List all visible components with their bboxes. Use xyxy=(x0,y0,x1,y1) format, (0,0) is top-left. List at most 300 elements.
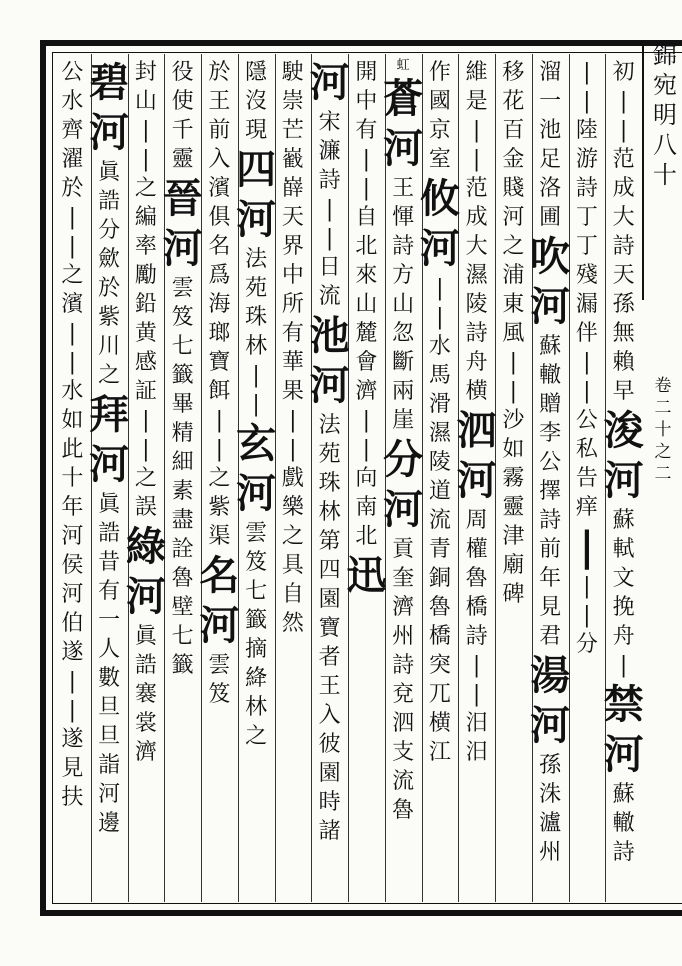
glyph: 明 xyxy=(653,101,677,129)
glyph: 七 xyxy=(245,579,268,604)
glyph: 率 xyxy=(134,234,157,259)
glyph: 靈 xyxy=(171,147,194,172)
glyph: 入 xyxy=(318,703,341,728)
glyph: 陵 xyxy=(465,292,488,317)
glyph: 鉛 xyxy=(134,292,157,317)
glyph: 河 xyxy=(456,457,497,504)
glyph: 卷 xyxy=(654,376,672,396)
glyph: | xyxy=(509,350,518,375)
entry-text xyxy=(135,622,157,767)
glyph: 中 xyxy=(281,263,304,288)
glyph: 餌 xyxy=(208,379,231,404)
glyph: 王 xyxy=(208,89,231,114)
glyph: 青 xyxy=(428,537,451,562)
glyph: 津 xyxy=(502,524,525,549)
glyph: 千 xyxy=(171,118,194,143)
entry-text xyxy=(98,490,120,838)
entry-heading xyxy=(310,58,350,108)
glyph: 蘇 xyxy=(612,508,635,533)
glyph: 誥 xyxy=(98,521,121,546)
glyph: 山 xyxy=(392,292,415,317)
glyph: 人 xyxy=(98,637,121,662)
glyph: 滑 xyxy=(428,392,451,417)
glyph: | xyxy=(362,176,371,201)
glyph: 誥 xyxy=(98,189,121,214)
glyph: 遂 xyxy=(61,640,84,665)
glyph: 游 xyxy=(575,147,598,172)
glyph: 笈 xyxy=(171,305,194,330)
glyph: 時 xyxy=(318,790,341,815)
glyph: 大 xyxy=(612,205,635,230)
glyph: 孫 xyxy=(612,292,635,317)
entry-heading xyxy=(604,406,644,506)
glyph: 河 xyxy=(502,205,525,230)
glyph: 詩 xyxy=(318,168,341,193)
glyph: 舟 xyxy=(612,624,635,649)
glyph: 轍 xyxy=(539,363,562,388)
glyph: 界 xyxy=(281,234,304,259)
glyph: 河 xyxy=(530,283,571,330)
glyph: 州 xyxy=(539,840,562,865)
glyph: 伯 xyxy=(61,611,84,636)
glyph: 北 xyxy=(355,234,378,259)
glyph: 有 xyxy=(355,118,378,143)
glyph: 二 xyxy=(654,398,672,418)
text-column xyxy=(50,58,94,904)
glyph: 自 xyxy=(355,205,378,230)
glyph: 於 xyxy=(98,276,121,301)
glyph: 四 xyxy=(318,558,341,583)
glyph: 河 xyxy=(236,196,277,243)
folio-label xyxy=(650,375,676,525)
glyph: 感 xyxy=(134,350,157,375)
glyph: 魯 xyxy=(392,798,415,823)
entry-text xyxy=(576,58,598,406)
glyph: 有 xyxy=(281,321,304,346)
glyph: 入 xyxy=(208,147,231,172)
glyph: | xyxy=(472,118,481,143)
entry-heading xyxy=(236,145,276,245)
glyph: 河 xyxy=(419,225,460,272)
entry-text xyxy=(61,58,83,87)
glyph: 丁 xyxy=(575,205,598,230)
glyph: 具 xyxy=(281,553,304,578)
entry-text xyxy=(613,58,635,406)
glyph: 濟 xyxy=(392,595,415,620)
entry-text xyxy=(208,319,230,551)
glyph: 之 xyxy=(654,442,672,462)
glyph: 李 xyxy=(539,421,562,446)
glyph: 斷 xyxy=(392,350,415,375)
glyph: 華 xyxy=(281,350,304,375)
glyph: 林 xyxy=(245,695,268,720)
glyph: 是 xyxy=(465,89,488,114)
glyph: 黄 xyxy=(134,321,157,346)
glyph: | xyxy=(436,305,444,330)
entry-heading xyxy=(346,551,386,601)
glyph: 賴 xyxy=(612,350,635,375)
glyph: 綠 xyxy=(125,523,166,570)
glyph: 橋 xyxy=(428,624,451,649)
entry-heading xyxy=(163,174,203,274)
glyph: 八 xyxy=(653,131,677,159)
margin-title xyxy=(648,40,682,340)
glyph: 二 xyxy=(654,464,672,484)
glyph: 山 xyxy=(355,292,378,317)
glyph: | xyxy=(362,147,371,172)
glyph: 丁 xyxy=(575,234,598,259)
glyph: | xyxy=(68,350,77,375)
entry-text xyxy=(208,58,230,145)
glyph: 兗 xyxy=(392,682,415,707)
glyph: | xyxy=(289,437,297,462)
glyph: 有 xyxy=(98,579,121,604)
glyph: 珠 xyxy=(318,471,341,496)
glyph: 眞 xyxy=(98,160,121,185)
glyph: 芒 xyxy=(281,118,304,143)
entry-heading xyxy=(126,522,166,622)
glyph: 濯 xyxy=(61,147,84,172)
glyph: 玄 xyxy=(236,420,277,467)
glyph: 浚 xyxy=(603,407,644,454)
glyph: 戲 xyxy=(281,466,304,491)
glyph: 濕 xyxy=(465,263,488,288)
glyph: 風 xyxy=(502,321,525,346)
glyph: 北 xyxy=(355,524,378,549)
glyph: 王 xyxy=(318,674,341,699)
glyph: 見 xyxy=(61,756,84,781)
entry-heading xyxy=(236,419,276,519)
glyph: 權 xyxy=(465,537,488,562)
glyph: 河 xyxy=(61,524,84,549)
entry-text xyxy=(392,535,414,825)
glyph: 役 xyxy=(171,60,194,85)
glyph: 道 xyxy=(428,479,451,504)
glyph: 分 xyxy=(383,436,424,483)
glyph: 如 xyxy=(502,437,525,462)
glyph: 移 xyxy=(502,60,525,85)
glyph: 年 xyxy=(539,566,562,591)
glyph: | xyxy=(142,437,150,462)
glyph: 詩 xyxy=(392,653,415,678)
glyph: 封 xyxy=(134,60,157,85)
glyph: 裳 xyxy=(134,711,157,736)
glyph: 一 xyxy=(98,608,121,633)
glyph: 苑 xyxy=(245,276,268,301)
glyph: 沙 xyxy=(502,408,525,433)
entry-text xyxy=(319,411,341,846)
glyph: 河 xyxy=(309,362,350,409)
glyph: 文 xyxy=(612,566,635,591)
entry-heading xyxy=(604,680,644,780)
glyph: 山 xyxy=(134,89,157,114)
glyph: 挽 xyxy=(612,595,635,620)
glyph: 洙 xyxy=(539,782,562,807)
glyph: 宛 xyxy=(653,71,677,99)
glyph: 漏 xyxy=(575,292,598,317)
glyph: | xyxy=(68,234,77,259)
glyph: 瑯 xyxy=(208,321,231,346)
glyph: | xyxy=(619,118,628,143)
entry-text xyxy=(61,319,83,667)
glyph: 第 xyxy=(318,529,341,554)
glyph: 苑 xyxy=(318,442,341,467)
glyph: 詩 xyxy=(612,840,635,865)
glyph: 之 xyxy=(208,466,231,491)
glyph: 雲 xyxy=(208,653,231,678)
glyph: 碑 xyxy=(502,582,525,607)
glyph: 籤 xyxy=(171,363,194,388)
glyph: 吹 xyxy=(530,233,571,280)
glyph: 河 xyxy=(89,441,130,488)
glyph: 溜 xyxy=(539,60,562,85)
glyph: 日 xyxy=(318,255,341,280)
glyph: 河 xyxy=(236,470,277,517)
entry-text xyxy=(172,622,194,680)
glyph: 之 xyxy=(134,176,157,201)
glyph: 奎 xyxy=(392,566,415,591)
glyph: | xyxy=(583,603,591,628)
glyph: 分 xyxy=(98,218,121,243)
glyph: 流 xyxy=(392,769,415,794)
glyph: | xyxy=(583,60,591,85)
glyph: 陵 xyxy=(428,450,451,475)
entry-text xyxy=(576,406,598,522)
glyph: 花 xyxy=(502,89,525,114)
glyph: 現 xyxy=(245,118,268,143)
glyph: 河 xyxy=(89,109,130,156)
glyph: 惲 xyxy=(392,205,415,230)
glyph: 所 xyxy=(281,292,304,317)
glyph: 南 xyxy=(355,495,378,520)
entry-text xyxy=(355,290,377,551)
entry-text xyxy=(172,274,194,622)
glyph: | xyxy=(215,437,224,462)
glyph: 詩 xyxy=(575,176,598,201)
glyph: 天 xyxy=(281,205,304,230)
glyph: 詩 xyxy=(612,234,635,259)
glyph: 池 xyxy=(539,118,562,143)
entry-text xyxy=(502,493,524,609)
entry-heading xyxy=(383,74,423,174)
glyph: 歛 xyxy=(98,247,121,272)
glyph: 大 xyxy=(465,234,488,259)
glyph: 貢 xyxy=(392,537,415,562)
glyph: 絳 xyxy=(245,666,268,691)
glyph: 中 xyxy=(355,89,378,114)
glyph: 横 xyxy=(428,711,451,736)
glyph: 詣 xyxy=(98,753,121,778)
glyph: | xyxy=(68,698,77,723)
glyph: 錦 xyxy=(653,41,677,69)
glyph: 河 xyxy=(309,59,350,106)
glyph: 侯 xyxy=(61,553,84,578)
entry-text xyxy=(245,245,267,419)
glyph: 沒 xyxy=(245,89,268,114)
glyph: 旦 xyxy=(98,695,121,720)
entry-text xyxy=(502,203,524,493)
entry-text xyxy=(502,58,524,203)
glyph: | xyxy=(252,392,260,417)
glyph: 詩 xyxy=(539,508,562,533)
glyph: 舟 xyxy=(465,350,488,375)
entry-text xyxy=(245,519,267,751)
glyph: 川 xyxy=(98,334,121,359)
glyph: 泗 xyxy=(392,711,415,736)
glyph: 精 xyxy=(171,421,194,446)
glyph: 公 xyxy=(575,408,598,433)
glyph: | xyxy=(619,89,628,114)
entry-text xyxy=(61,87,83,319)
glyph: 孫 xyxy=(539,753,562,778)
glyph: 浦 xyxy=(502,263,525,288)
glyph: 湯 xyxy=(530,652,571,699)
glyph: | xyxy=(325,197,334,222)
entry-text xyxy=(397,58,410,74)
glyph: | xyxy=(472,147,481,172)
glyph: 金 xyxy=(502,147,525,172)
glyph: 之 xyxy=(281,524,304,549)
glyph: 素 xyxy=(171,479,194,504)
glyph: 向 xyxy=(355,466,378,491)
glyph: 軾 xyxy=(612,537,635,562)
glyph: 無 xyxy=(612,321,635,346)
glyph: 眞 xyxy=(98,492,121,517)
glyph: 開 xyxy=(355,60,378,85)
glyph: 邊 xyxy=(98,811,121,836)
glyph: 寶 xyxy=(208,350,231,375)
glyph: 池 xyxy=(309,312,350,359)
glyph: 拜 xyxy=(89,391,130,438)
glyph: 水 xyxy=(61,379,84,404)
glyph: 天 xyxy=(612,263,635,288)
glyph: | xyxy=(583,379,591,404)
entry-text xyxy=(208,651,230,709)
glyph: 者 xyxy=(318,645,341,670)
glyph: 紫 xyxy=(208,495,231,520)
glyph: 州 xyxy=(392,624,415,649)
glyph: 林 xyxy=(318,500,341,525)
entry-text xyxy=(282,203,304,638)
entry-text xyxy=(61,667,83,812)
glyph: 法 xyxy=(318,413,341,438)
entry-heading xyxy=(457,406,497,506)
glyph: 作 xyxy=(428,60,451,85)
glyph: 諸 xyxy=(318,819,341,844)
glyph: 於 xyxy=(61,176,84,201)
glyph: 國 xyxy=(428,89,451,114)
glyph: 江 xyxy=(428,740,451,765)
glyph: 銅 xyxy=(428,566,451,591)
glyph: 魯 xyxy=(428,595,451,620)
glyph: 來 xyxy=(355,263,378,288)
glyph: 編 xyxy=(134,205,157,230)
entry-text xyxy=(319,108,341,311)
glyph: 詮 xyxy=(171,537,194,562)
glyph: 蘇 xyxy=(539,334,562,359)
glyph: 法 xyxy=(245,247,268,272)
glyph: 室 xyxy=(428,147,451,172)
glyph: 橋 xyxy=(465,595,488,620)
glyph: 賤 xyxy=(502,176,525,201)
entry-heading xyxy=(89,58,129,158)
glyph: 巀 xyxy=(281,147,304,172)
entry-text xyxy=(135,174,157,522)
glyph: 此 xyxy=(61,437,84,462)
glyph: | xyxy=(362,408,371,433)
glyph: 七 xyxy=(171,334,194,359)
entry-heading xyxy=(530,232,570,332)
glyph: 私 xyxy=(575,437,598,462)
glyph: 十 xyxy=(653,161,677,189)
glyph: | xyxy=(68,321,77,346)
glyph: 誥 xyxy=(134,653,157,678)
entry-text xyxy=(172,58,194,174)
entry-text xyxy=(429,274,451,506)
glyph: 方 xyxy=(392,263,415,288)
glyph: 廟 xyxy=(502,553,525,578)
entry-text xyxy=(429,58,451,174)
glyph: 轍 xyxy=(612,811,635,836)
glyph: 自 xyxy=(281,582,304,607)
glyph: 渠 xyxy=(208,524,231,549)
glyph: | xyxy=(472,682,481,707)
glyph: 贈 xyxy=(539,392,562,417)
glyph: 之 xyxy=(61,263,84,288)
glyph: | xyxy=(142,408,150,433)
glyph: 扶 xyxy=(61,785,84,810)
entry-text xyxy=(282,58,304,203)
glyph: 攸 xyxy=(419,175,460,222)
glyph: 旦 xyxy=(98,724,121,749)
glyph: 河 xyxy=(383,486,424,533)
glyph: 周 xyxy=(465,508,488,533)
glyph: 維 xyxy=(465,60,488,85)
glyph: 紫 xyxy=(98,305,121,330)
glyph: 之 xyxy=(134,466,157,491)
glyph: 支 xyxy=(392,740,415,765)
glyph: 齊 xyxy=(61,118,84,143)
glyph: 之 xyxy=(245,724,268,749)
glyph: 勵 xyxy=(134,263,157,288)
glyph: 細 xyxy=(171,450,194,475)
glyph: 成 xyxy=(612,176,635,201)
glyph: | xyxy=(619,653,628,678)
glyph: 麓 xyxy=(355,321,378,346)
entry-heading xyxy=(89,390,129,490)
entry-heading xyxy=(199,551,239,651)
glyph: 珠 xyxy=(245,305,268,330)
glyph: 晉 xyxy=(162,175,203,222)
glyph: | xyxy=(142,118,150,143)
glyph: 詩 xyxy=(465,624,488,649)
glyph: 林 xyxy=(245,334,268,359)
glyph: 果 xyxy=(281,379,304,404)
glyph: 濕 xyxy=(428,421,451,446)
glyph: 然 xyxy=(281,611,304,636)
glyph: 早 xyxy=(612,379,635,404)
glyph: 河 xyxy=(125,573,166,620)
glyph: 汨 xyxy=(465,740,488,765)
glyph: | xyxy=(289,408,297,433)
glyph: 蘇 xyxy=(612,782,635,807)
glyph: 名 xyxy=(199,552,240,599)
glyph: | xyxy=(583,350,591,375)
glyph: 禁 xyxy=(603,681,644,728)
glyph: 年 xyxy=(61,495,84,520)
glyph: 河 xyxy=(199,602,240,649)
glyph: 十 xyxy=(654,420,672,440)
